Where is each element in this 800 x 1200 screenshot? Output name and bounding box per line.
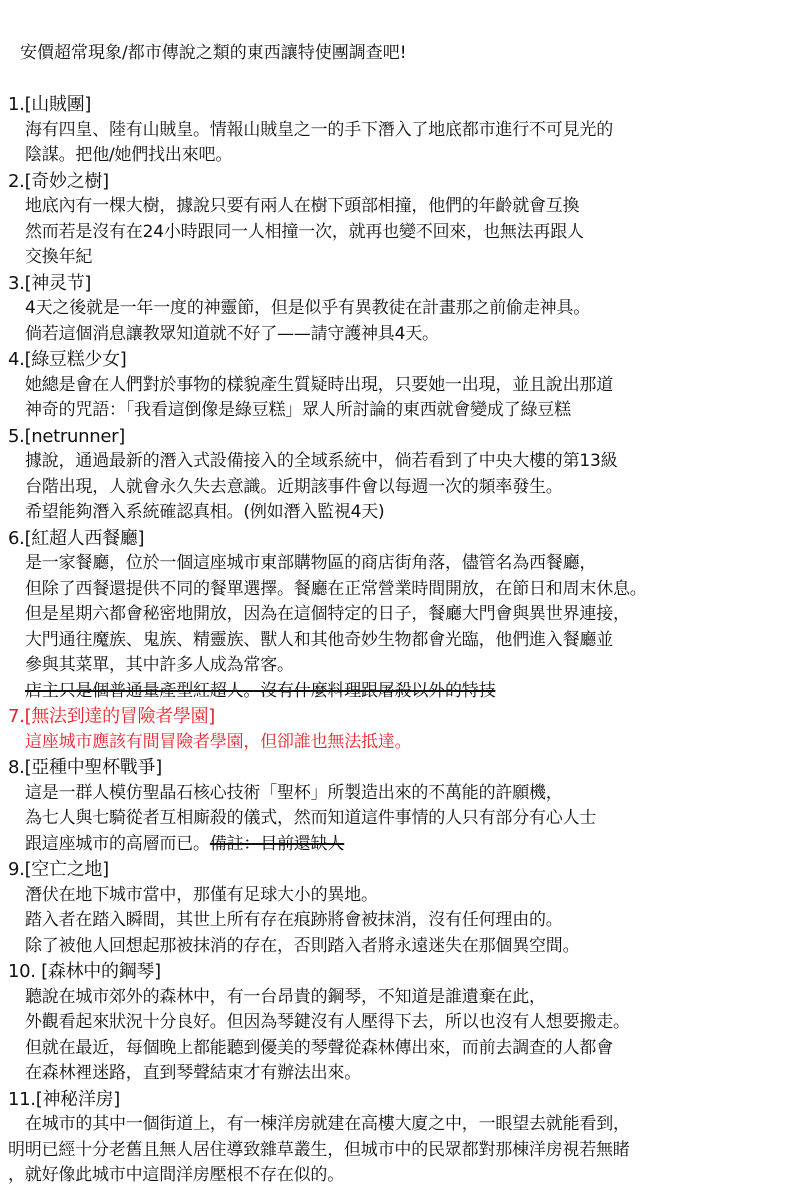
line-text: 4天之後就是一年一度的神靈節，但是似乎有異教徒在計畫那之前偷走神具。 (25, 298, 591, 318)
item-title: 11.[神秘洋房] (8, 1088, 120, 1110)
item-text-line (8, 118, 798, 144)
item-text-line (8, 832, 798, 858)
line-text: 但除了西餐還提供不同的餐單選擇。餐廳在正常營業時間開放，在節日和周末休息。 (25, 578, 647, 599)
list-item (8, 704, 798, 755)
item-title: 8.[亞種中聖杯戰爭] (8, 757, 162, 778)
item-text-line (8, 296, 798, 322)
line-text: 除了被他人回想起那被抹消的存在，否則踏入者將永遠迷失在那個異空間。 (25, 935, 580, 956)
item-text-line (8, 908, 798, 934)
line-text: 神奇的咒語：「我看這倒像是綠豆糕」眾人所討論的東西就會變成了綠豆糕 (25, 400, 571, 420)
line-text: 為七人與七騎從者互相廝殺的儀式，然而知道這件事情的人只有部分有心人士 (25, 808, 597, 828)
item-text-line (8, 322, 798, 348)
line-text: 踏入者在踏入瞬間，其世上所有存在痕跡將會被抹消，沒有任何理由的。 (25, 910, 563, 930)
line-text: 是一家餐廳，位於一個這座城市東部購物區的商店街角落，儘管名為西餐廳， (25, 553, 597, 573)
intro-text: 安價超常現象/都市傳說之類的東西讓特使團調查吧! (20, 43, 407, 63)
line-text: 據說，通過最新的潛入式設備接入的全域系統中，倘若看到了中央大樓的第13級 (25, 451, 618, 471)
list-item (8, 526, 798, 705)
line-text: 交換年紀 (25, 247, 93, 267)
line-text: 潛伏在地下城市當中，那僅有足球大小的異地。 (25, 884, 378, 905)
item-text-line (8, 1112, 798, 1138)
line-text: 地底內有一棵大樹，據說只要有兩人在樹下頭部相撞，他們的年齡就會互換 (25, 196, 580, 216)
item-text-line (8, 245, 798, 271)
item-text-line (8, 781, 798, 807)
item-text-line (8, 577, 798, 603)
item-title: 5.[netrunner] (8, 425, 125, 447)
item-text-line (8, 194, 798, 220)
line-text: 然而若是沒有在24小時跟同一人相撞一次，就再也變不回來，也無法再跟人 (25, 221, 584, 242)
list-item (8, 857, 798, 959)
item-title: 3.[神灵节] (8, 272, 92, 294)
list-item (8, 959, 798, 1087)
line-text: 台階出現，人就會永久失去意識。近期該事件會以每週一次的頻率發生。 (25, 476, 563, 497)
item-text-line (8, 551, 798, 577)
list-item (8, 424, 798, 526)
line-text: 這座城市應該有間冒險者學園，但卻誰也無法抵達。 (25, 731, 412, 752)
item-title: 9.[空亡之地] (8, 859, 109, 880)
line-text: ，就好像此城市中這間洋房壓根不存在似的。 (8, 1165, 344, 1185)
item-text-line (8, 1036, 798, 1062)
item-text-line (8, 373, 798, 399)
item-title: 10. [森林中的鋼琴] (8, 961, 161, 982)
line-text: 她總是會在人們對於事物的樣貌產生質疑時出現，只要她一出現，並且說出那道 (25, 374, 613, 395)
line-text: 聽說在城市郊外的森林中，有一台昂貴的鋼琴，不知道是誰遺棄在此， (25, 986, 546, 1007)
item-text-line (8, 1061, 798, 1087)
item-title: 2.[奇妙之樹] (8, 170, 109, 192)
list-item (8, 347, 798, 424)
anomaly-list (8, 92, 798, 1189)
line-text: 但是星期六都會秘密地開放，因為在這個特定的日子，餐廳大門會與異世界連接， (25, 604, 630, 624)
item-text-line (8, 985, 798, 1011)
item-text-line (8, 806, 798, 832)
item-text-line (8, 449, 798, 475)
line-text: 海有四皇、陸有山賊皇。情報山賊皇之一的手下潛入了地底都市進行不可見光的 (25, 119, 613, 140)
list-item (8, 169, 798, 271)
item-title: 4.[綠豆糕少女] (8, 349, 127, 370)
line-text: 店主只是個普通量產型紅超人。沒有什麼料理跟屠殺以外的特技 (25, 680, 496, 701)
item-text-line (8, 883, 798, 909)
item-text-line (8, 398, 798, 424)
line-text: 在城市的其中一個街道上，有一棟洋房就建在高樓大廈之中，一眼望去就能看到， (25, 1114, 630, 1134)
line-text: 這是一群人模仿聖晶石核心技術「聖杯」所製造出來的不萬能的許願機， (25, 782, 563, 803)
line-text: 跟這座城市的高層而已。 (25, 833, 210, 854)
item-text-line (8, 1010, 798, 1036)
line-text: 倘若這個消息讓教眾知道就不好了——請守護神具4天。 (25, 323, 439, 344)
item-text-line (8, 628, 798, 654)
item-text-line (8, 730, 798, 756)
item-text-line (8, 475, 798, 501)
line-text: 大門通往魔族、鬼族、精靈族、獸人和其他奇妙生物都會光臨，他們進入餐廳並 (25, 629, 613, 650)
item-text-line (8, 1138, 798, 1164)
line-text: 參與其菜單，其中許多人成為常客。 (25, 655, 294, 675)
item-title: 1.[山賊團] (8, 94, 92, 115)
item-text-line (8, 1163, 798, 1189)
list-item (8, 92, 798, 169)
line-text: 陰謀。把他/她們找出來吧。 (25, 145, 233, 165)
item-text-line (8, 500, 798, 526)
list-item (8, 1087, 798, 1189)
struck-text-line (8, 679, 798, 705)
item-text-line (8, 934, 798, 960)
list-item (8, 755, 798, 857)
line-text: 明明已經十分老舊且無人居住導致雜草叢生，但城市中的民眾都對那棟洋房視若無睹 (8, 1139, 630, 1160)
line-text: 外觀看起來狀況十分良好。但因為琴鍵沒有人壓得下去，所以也沒有人想要搬走。 (25, 1012, 630, 1032)
line-text: 但就在最近，每個晚上都能聽到優美的琴聲從森林傳出來，而前去調查的人都會 (25, 1037, 613, 1058)
item-title: 6.[紅超人西餐廳] (8, 527, 145, 549)
item-text-line (8, 143, 798, 169)
line-text: 希望能夠潛入系統確認真相。(例如潛入監視4天) (25, 502, 385, 522)
struck-note: 備註：目前還缺人 (209, 833, 345, 854)
list-item (8, 271, 798, 348)
item-title: 7.[無法到達的冒險者學園] (8, 706, 216, 727)
item-text-line (8, 220, 798, 246)
item-text-line (8, 602, 798, 628)
line-text: 在森林裡迷路，直到琴聲結束才有辦法出來。 (25, 1063, 361, 1083)
item-text-line (8, 653, 798, 679)
